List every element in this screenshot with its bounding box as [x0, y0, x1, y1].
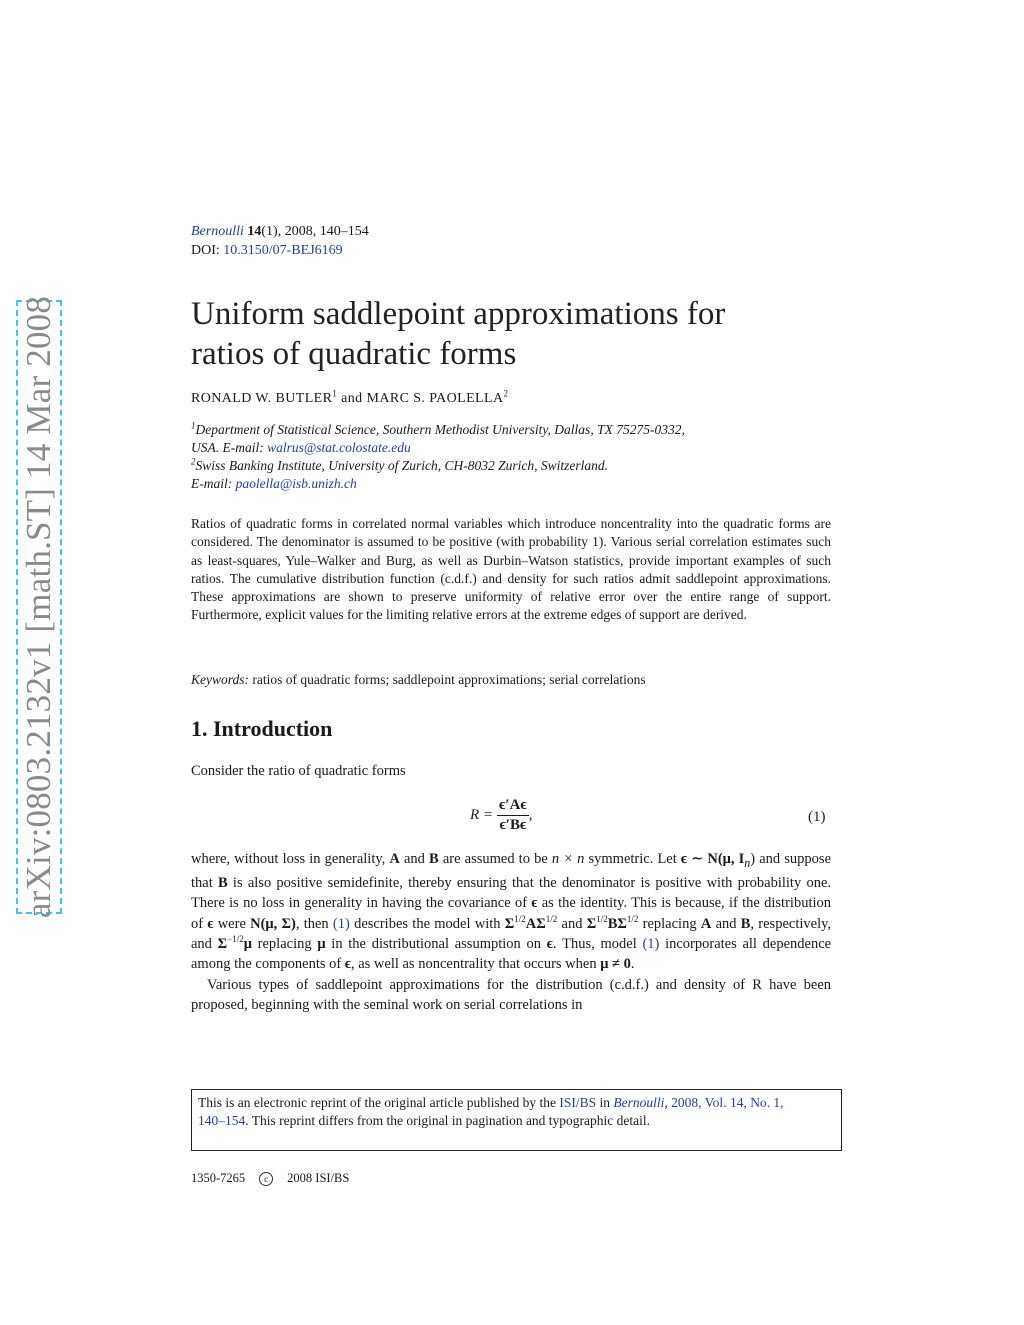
p1-normal-sigma: N(μ, Σ) [250, 915, 296, 932]
equation-label: (1) [808, 809, 826, 825]
title-line-2: ratios of quadratic forms [191, 336, 517, 372]
sigma-1: Σ [504, 915, 515, 932]
affiliation-2-line1: Swiss Banking Institute, University of Zurich, CH-8032 Zurich, Switzerland. [195, 458, 608, 473]
body-text [191, 849, 831, 1015]
p1-end: . [630, 956, 635, 973]
issn: 1350-7265 [191, 1171, 246, 1185]
epsilon-4: ϵ [344, 956, 351, 973]
section-title: Introduction [213, 716, 333, 741]
sup-neghalf: −1/2 [227, 934, 244, 945]
equation-denominator: ϵ′Bϵ [499, 817, 527, 833]
equation-ref-link-1[interactable]: (1) [332, 915, 350, 932]
author-1: RONALD W. BUTLER [191, 391, 333, 406]
arxiv-stamp [16, 295, 62, 919]
citation-link[interactable]: 2008, Vol. 14, No. 1, 140–154 [198, 1095, 784, 1128]
sup-half-4: 1/2 [626, 913, 639, 924]
affiliation-1-email-prefix: USA. E-mail: [191, 440, 264, 455]
p1-text-o: incorporates all dependence among the components of [191, 936, 832, 973]
journal-volume: 14 [247, 224, 262, 239]
abstract: Ratios of quadratic forms in correlated normal variables which introduce noncentrality into the quadratic forms are considered. The denominator is assumed to be positive (with probability 1). Various serial correlation estimates such as least-squares, Yule–Walker and Burg, as well as Durbin–Watson statistics, provide important examples of such ratios. The cumulative distribution function (c.d.f.) and density for such ratios admit saddlepoint approximations. These approximations are shown to preserve uniformity of relative error over the entire range of support. Furthermore, explicit values for the limiting relative errors at the extreme edges of support are derived. [191, 516, 831, 623]
mu-neq-zero: μ ≠ 0 [600, 956, 631, 973]
p1-text-g: were [217, 915, 246, 932]
p1-text-i: describes the model with [354, 915, 501, 932]
sigma-2: Σ [536, 915, 546, 932]
p1-text-m: in the distributional assumption on [331, 936, 541, 953]
affiliation-1-sup: 1 [191, 420, 196, 431]
section-number: 1. [191, 716, 208, 741]
isibs-link[interactable]: ISI/BS [559, 1095, 597, 1110]
copyright-line [191, 1171, 349, 1186]
equation-ref-link-2[interactable]: (1) [642, 936, 660, 953]
epsilon-1: ϵ [531, 895, 538, 912]
affiliation-1-email-link[interactable]: walrus@stat.colostate.edu [267, 440, 411, 455]
p1-text-j: replacing [642, 915, 697, 932]
p1-text-n: . Thus, model [552, 936, 637, 953]
p1-and-3: and [715, 915, 737, 932]
reprint-text-1: This is an electronic reprint of the original article published by the [198, 1095, 557, 1110]
affiliations [191, 421, 831, 493]
p1-subscript-n: n [744, 855, 751, 870]
p1-distribution-close: ) [750, 851, 756, 867]
equation-fraction [497, 797, 529, 834]
matrix-b-4: B [740, 915, 751, 932]
sigma-3: Σ [586, 915, 597, 932]
author-2-sup: 2 [503, 388, 509, 399]
p1-dim: n × n [551, 851, 585, 867]
p1-distribution: ϵ ∼ N(μ, I [680, 851, 745, 867]
p1-text-e: is also positive semidefinite, thereby ensuring that the denominator is positive with probability one. There is no loss in generality in having the covariance of [191, 875, 832, 912]
sup-half-2: 1/2 [545, 913, 558, 924]
p1-text-p: , as well as noncentrality that occurs when [350, 956, 597, 973]
p1-text-h: , then [295, 915, 329, 932]
keywords-text: ratios of quadratic forms; saddlepoint approximations; serial correlations [252, 672, 646, 687]
affiliation-2-sup: 2 [191, 456, 196, 467]
matrix-b-3: B [607, 915, 618, 932]
p1-and: and [404, 851, 425, 867]
reprint-text-3: . This reprint differs from the original in pagination and typographic detail. [245, 1113, 651, 1128]
sup-half-1: 1/2 [514, 913, 526, 924]
p1-text-b: are assumed to be [442, 851, 548, 867]
author-line [191, 388, 509, 407]
p1-text-c: symmetric. Let [588, 851, 677, 867]
equation-numerator: ϵ′Aϵ [497, 797, 529, 816]
journal-name-link[interactable]: Bernoulli [191, 224, 244, 239]
p1-text-a: where, without loss in generality, [191, 851, 386, 867]
matrix-b-2: B [218, 875, 228, 892]
equation-1 [470, 797, 532, 834]
p1-text-f: as the identity. This is because, if the distribution of [191, 895, 831, 932]
matrix-a: A [389, 851, 400, 867]
doi-label: DOI: [191, 243, 220, 258]
author-conj: and [341, 391, 363, 406]
reprint-notice: This is an electronic reprint of the original article published by the ISI/BS in Bernoulli, 2008, Vol. 14, No. 1, 140–154. This reprint differs from the original in pagination and typographic detail. [191, 1089, 842, 1151]
affiliation-1 [191, 421, 831, 457]
arxiv-id: arXiv:0803.2132v1 [math.ST] 14 Mar 2008 [19, 295, 58, 919]
equation-lhs: R = [470, 807, 494, 823]
paper-title [191, 294, 891, 374]
title-line-1: Uniform saddlepoint approximations for [191, 296, 726, 332]
sup-half-3: 1/2 [596, 913, 608, 924]
matrix-b: B [429, 851, 439, 867]
doi-link[interactable]: 10.3150/07-BEJ6169 [223, 243, 343, 258]
intro-lead: Consider the ratio of quadratic forms [191, 763, 406, 779]
journal-reference [191, 222, 369, 260]
affiliation-2 [191, 457, 831, 493]
journal-issue: (1), 2008, 140–154 [261, 224, 369, 239]
section-heading [191, 716, 332, 742]
p1-and-2: and [561, 915, 583, 932]
author-2: MARC S. PAOLELLA [366, 391, 504, 406]
bernoulli-link[interactable]: Bernoulli [613, 1095, 665, 1110]
sigma-4: Σ [617, 915, 627, 932]
copyright-icon: c [259, 1172, 273, 1186]
epsilon-2: ϵ [207, 915, 214, 932]
p1-text-k: , respectively, and [191, 915, 832, 953]
copyright-text: 2008 ISI/BS [287, 1171, 350, 1185]
p1-text-d: and suppose that [191, 851, 832, 892]
affiliation-1-line1: Department of Statistical Science, Southern Methodist University, Dallas, TX 75275-0332, [195, 422, 685, 437]
p1-text-l: replacing [257, 936, 312, 953]
matrix-a-3: A [700, 915, 712, 932]
author-1-sup: 1 [332, 388, 338, 399]
epsilon-3: ϵ [546, 936, 553, 953]
mu-2: μ [317, 936, 326, 953]
reprint-text-2: in [599, 1095, 611, 1110]
keywords [191, 672, 646, 688]
affiliation-2-email-link[interactable]: paolella@isb.unizh.ch [235, 476, 357, 491]
sigma-5: Σ [217, 936, 228, 953]
affiliation-2-email-prefix: E-mail: [191, 476, 233, 491]
equation-trail: , [528, 807, 533, 823]
keywords-label: Keywords: [191, 672, 249, 687]
matrix-a-2: A [525, 915, 537, 932]
paragraph-2: Various types of saddlepoint approximations for the distribution (c.d.f.) and density of R have been proposed, beginning with the seminal work on serial correlations in [191, 976, 831, 1013]
mu-1: μ [243, 936, 252, 953]
paragraph-1 [191, 849, 831, 975]
